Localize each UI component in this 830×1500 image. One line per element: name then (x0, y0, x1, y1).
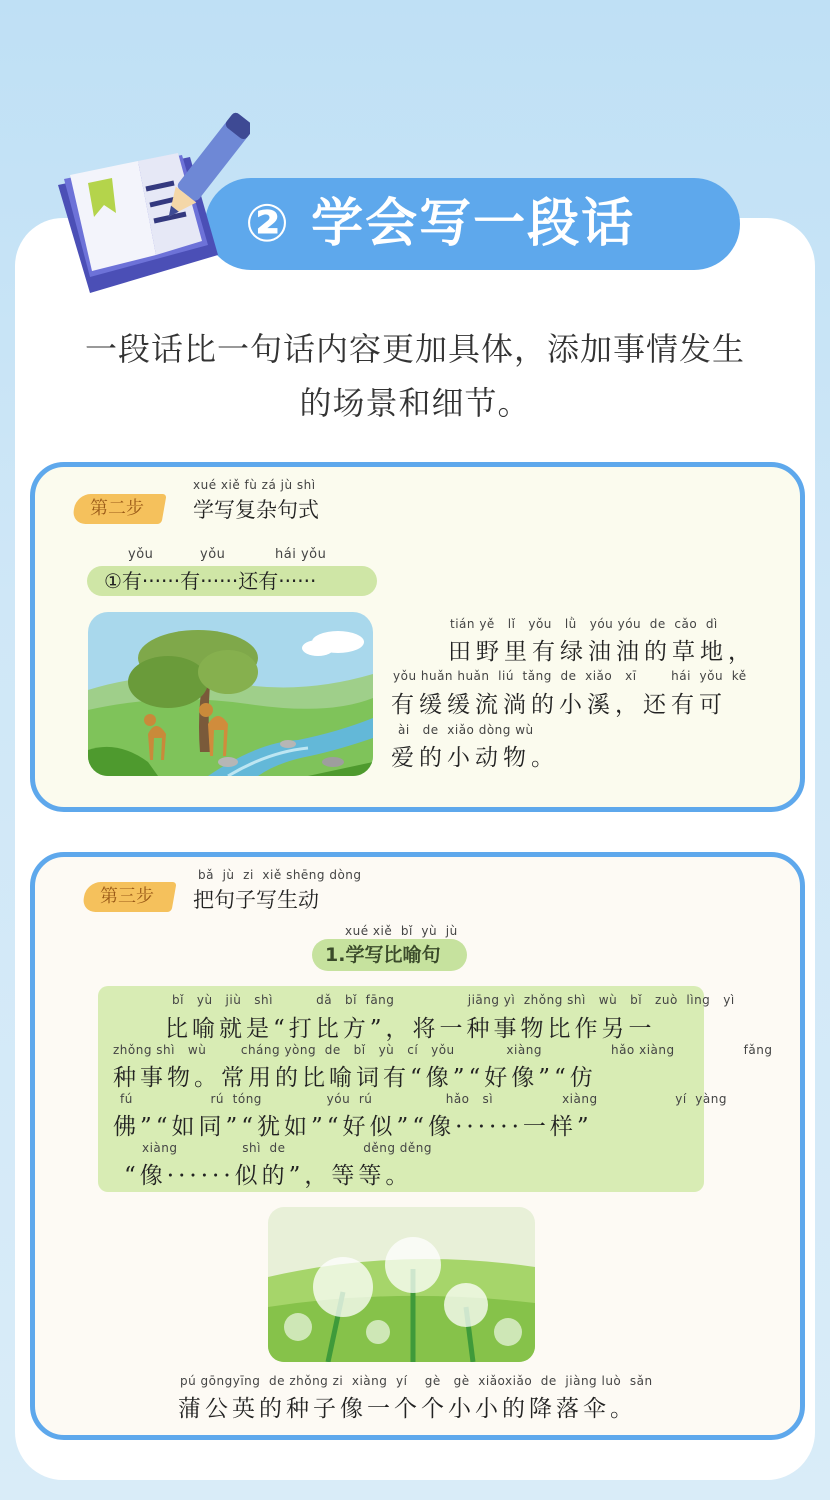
landscape-illustration (88, 612, 373, 776)
step3-heading-pinyin: bǎ jù zi xiě shēng dòng (198, 868, 362, 882)
intro-line-2: 的场景和细节。 (299, 384, 531, 422)
page-title: ② 学会写一段话 (245, 194, 636, 254)
dandelion-illustration (268, 1207, 535, 1362)
step2-tag: 第二步 (71, 494, 166, 524)
step2-p1-text: 田野里有绿油油的草地， (448, 639, 756, 665)
step2-p2-text: 有缓缓流淌的小溪，还有可 (391, 692, 727, 718)
intro-text (55, 322, 775, 430)
step3-p3-text: 佛”“如同”“犹如”“好似”“像······一样” (113, 1114, 593, 1140)
step3-subheading: 1.学写比喻句 (325, 944, 441, 966)
caption-pinyin: pú gōngyīng de zhǒng zi xiàng yí gè gè xiǎoxiǎo de jiàng luò sǎn (180, 1374, 653, 1388)
pattern-pinyin-1: yǒu (128, 547, 154, 562)
step2-p2-pinyin: yǒu huǎn huǎn liú tǎng de xiǎo xī hái yǒu kě (393, 669, 747, 683)
step3-tag: 第三步 (81, 882, 176, 912)
step2-p3-text: 爱的小动物。 (391, 745, 559, 771)
caption-text: 蒲公英的种子像一个个小小的降落伞。 (178, 1396, 637, 1422)
step3-p3-pinyin: fú rú tóng yóu rú hǎo sì xiàng yí yàng (120, 1092, 727, 1106)
pattern-pinyin-2: yǒu (200, 547, 226, 562)
intro-line-1: 一段话比一句话内容更加具体，添加事情发生 (84, 330, 745, 368)
step3-subheading-pinyin: xué xiě bǐ yù jù (345, 924, 458, 938)
pattern-pinyin-3: hái yǒu (275, 547, 327, 562)
step2-p1-pinyin: tián yě lǐ yǒu lǜ yóu yóu de cǎo dì (450, 617, 718, 631)
step3-p4-pinyin: xiàng shì de děng děng (142, 1141, 432, 1155)
step3-p4-text: “像······似的”，等等。 (124, 1163, 413, 1189)
step3-heading: 把句子写生动 (193, 888, 319, 912)
step2-p3-pinyin: ài de xiǎo dòng wù (398, 723, 534, 737)
step3-p1-text: 比喻就是“打比方”，将一种事物比作另一 (165, 1016, 656, 1042)
step3-p2-pinyin: zhǒng shì wù cháng yòng de bǐ yù cí yǒu xiàng hǎo xiàng fǎng (113, 1043, 773, 1057)
step3-p1-pinyin: bǐ yù jiù shì dǎ bǐ fāng jiāng yì zhǒng shì wù bǐ zuò lìng yì (172, 993, 735, 1007)
book-pencil-icon (50, 105, 250, 305)
step2-heading-pinyin: xué xiě fù zá jù shì (193, 478, 316, 492)
pattern-text: ①有······有······还有······ (104, 569, 317, 593)
step2-heading: 学写复杂句式 (193, 498, 319, 522)
step3-p2-text: 种事物。常用的比喻词有“像”“好像”“仿 (113, 1065, 597, 1091)
